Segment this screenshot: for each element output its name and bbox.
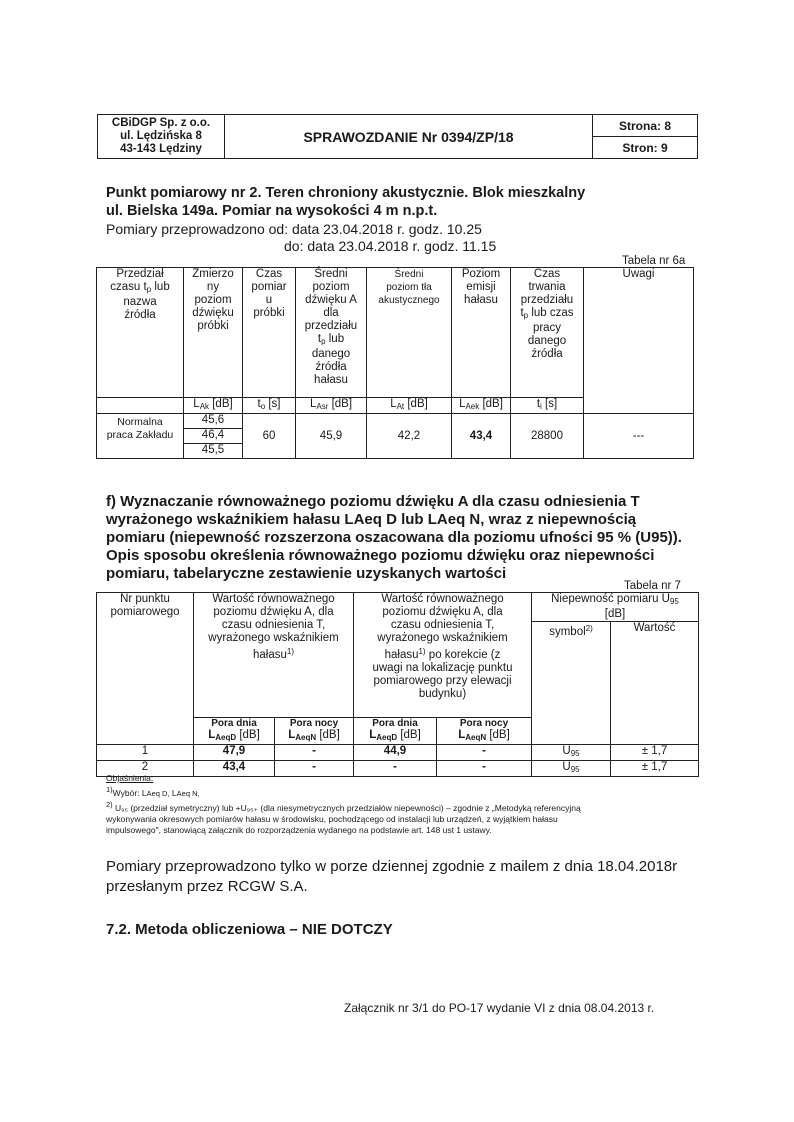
t6a-h-period-l2: czasu $t_p$ lub [110,281,170,294]
t6a-u-laek: $L_{Aek}$ [dB] [452,398,511,414]
t7-h-symbol: symbol$^{2)}$ [532,622,611,745]
t6a-sample-3: 45,5 [184,444,243,459]
t7-h1-l2: pomiarowego [110,606,180,618]
t6a-h2-l2: ny [206,281,220,293]
t7-r2-value: ± 1,7 [611,761,699,777]
t6a-h4-l2: poziom [312,281,350,293]
t6a-h4-l4: dla [323,307,339,319]
t6a-u-lak: $L_{Ak}$ [dB] [184,398,243,414]
t7-night-unit: $L_{AeqN}$ [dB] [288,729,340,742]
t7-h4-l2: [dB] [604,608,626,620]
t7-day-c-label: Pora dnia [372,718,418,729]
company-name: CBiDGP Sp. z o.o. [111,117,211,129]
t6a-h4-l3: dźwięku A [305,294,357,306]
t6a-h-period-l3: nazwa [123,296,157,308]
t7-r1-day: 47,9 [194,745,275,761]
t7-h-night [275,718,354,745]
t6a-row-name [97,414,184,459]
t6a-h4-l9: hałasu [314,374,348,386]
t7-h2-l4: wyrażonego wskaźnikiem [208,632,339,644]
t6a-h4-l5: przedziału [304,320,358,332]
company-city: 43-143 Lędziny [120,143,202,155]
t7-h1-l1: Nr punktu [120,593,170,605]
t6a-h-sample-level [184,268,243,398]
t7-h3-l2: poziomu dźwięku A, dla [382,606,503,618]
t6a-h-period-l4: źródła [124,309,156,321]
note-2-l1: 2) U₉₅ (przedział symetryczny) lub +U₉₅₊ (dla niesymetrycznych przedziałów niepewności) – zgodnie z „Metodyką referencyjną [106,800,581,813]
t7-h2-l5: hałasu$^{1)}$ [252,647,294,661]
t6a-emission: 43,4 [452,414,511,459]
t6a-h3-l3: u [265,294,273,306]
t7-h-corrected [354,593,532,718]
t6a-h4-l1: Średni [314,268,348,280]
notes-block [106,773,696,836]
t6a-h-notes: Uwagi [584,268,694,414]
company-street: ul. Lędzińska 8 [120,130,202,142]
t6a-h4-l6: $t_p$ lub [317,333,345,346]
section-f-l3: pomiaru (niepewność rozszerzona oszacowana dla poziomu ufności 95 % (U95)). [106,529,682,546]
t7-h3-l4: wyrażonego wskaźnikiem [377,632,508,644]
t7-h-day [194,718,275,745]
t7-r1-night: - [275,745,354,761]
note-2-l3: impulsowego", stanowiącą załącznik do rozporządzenia wydanego na podstawie art. 148 ust 1 ustawy. [106,825,492,835]
t6a-h2-l3: poziom [194,294,232,306]
t7-r2-symbol: $U_{95}$ [532,761,611,777]
t7-day-unit: $L_{AeqD}$ [dB] [208,729,260,742]
t7-r1-night-c: - [437,745,532,761]
t6a-u-ti: $t_i$ [s] [511,398,584,414]
remark-l2: przesłanym przez RCGW S.A. [106,878,308,895]
t7-h3-l8: budynku) [418,688,467,700]
section-f-l1: f) Wyznaczanie równoważnego poziomu dźwięku A dla czasu odniesienia T [106,493,640,510]
t6a-h-period [97,268,184,398]
page-count: Stron: 9 [593,137,698,159]
t6a-h4-l7: danego [311,348,351,360]
t7-h2-l1: Wartość równoważnego [212,593,335,605]
t6a-background: 42,2 [367,414,452,459]
t6a-u-to: $t_o$ [s] [243,398,296,414]
t6a-h6-l3: hałasu [464,294,498,306]
t7-h3-l7: pomiarowego przy elewacji [373,675,512,687]
t7-h3-l3: czasu odniesienia T, [390,619,495,631]
report-title: SPRAWOZDANIE Nr 0394/ZP/18 [225,115,593,159]
t7-r2-day-c: - [354,761,437,777]
t6a-u-empty [97,398,184,414]
t6a-sample-2: 46,4 [184,429,243,444]
t7-day-c-unit: $L_{AeqD}$ [dB] [369,729,421,742]
t6a-duration: 28800 [511,414,584,459]
t7-night-c-unit: $L_{AeqN}$ [dB] [458,729,510,742]
t6a-h7-l4: $t_p$ lub czas [520,307,574,320]
t7-h3-l1: Wartość równoważnego [381,593,504,605]
t6a-u-lat: $L_{At}$ [dB] [367,398,452,414]
note-1: 1)Wybór: LAeq D, LAeq N, [106,785,200,798]
section-f-l2: wyrażonego wskaźnikiem hałasu LAeq D lub LAeq N, wraz z niepewnością [106,511,637,528]
t7-h4-l1: Niepewność pomiaru $U_{95}$ [551,593,679,606]
point-title-line2: ul. Bielska 149a. Pomiar na wysokości 4 m n.p.t. [106,203,438,219]
t6a-h3-l4: próbki [253,307,285,319]
t6a-u-lasr: $L_{Asr}$ [dB] [296,398,367,414]
t7-r1-num: 1 [97,745,194,761]
t6a-row-name-l1: Normalna [117,416,163,428]
note-2-l2: wykonywania okresowych pomiarów hałasu w środowisku, pochodzącego od instalacji lub urządzeń, z wyjątkiem hałasu [106,814,558,824]
page-footer: Załącznik nr 3/1 do PO-17 wydanie VI z dnia 08.04.2013 r. [344,1001,655,1015]
t7-h3-l5: hałasu$^{1)}$ po korekcie (z [384,647,501,661]
t6a-time: 60 [243,414,296,459]
t7-r1-symbol: $U_{95}$ [532,745,611,761]
t6a-h3-l2: pomiar [251,281,287,293]
t6a-h-background [367,268,452,398]
section-f-l4: Opis sposobu określenia równoważnego poziomu dźwięku oraz niepewności [106,547,655,564]
t7-h-uncertainty [532,593,699,622]
t6a-h7-l2: trwania [528,281,566,293]
t6a-h-duration [511,268,584,398]
t6a-avg: 45,9 [296,414,367,459]
table-row [97,745,699,761]
t7-r2-night: - [275,761,354,777]
table6a-caption: Tabela nr 6a [622,255,686,267]
t7-h3-l6: uwagi na lokalizację punktu [372,662,513,674]
t7-r2-num: 2 [97,761,194,777]
t7-h2-l2: poziomu dźwięku A, dla [213,606,334,618]
t7-night-label: Pora nocy [289,718,339,729]
t6a-h6-l1: Poziom [461,268,501,280]
t6a-h6-l2: emisji [466,281,496,293]
t6a-h7-l6: danego [527,335,567,347]
note-2 [106,799,696,836]
t6a-h-sample-time [243,268,296,398]
t6a-h5-l2: poziom tła [386,282,432,293]
t7-r1-value: ± 1,7 [611,745,699,761]
t6a-h7-l7: źródła [531,348,563,360]
page-number: Strona: 8 [593,115,698,137]
t6a-h7-l1: Czas [533,268,561,280]
table7-caption: Tabela nr 7 [624,580,681,592]
t6a-h4-l8: źródła [315,361,347,373]
t6a-sample-1: 45,6 [184,414,243,429]
t7-h2-l3: czasu odniesienia T, [221,619,326,631]
t7-day-label: Pora dnia [211,718,257,729]
t7-h-night-c [437,718,532,745]
t6a-notes: --- [584,414,694,459]
company-block [98,115,225,159]
t7-h-day-c [354,718,437,745]
measurement-from: Pomiary przeprowadzono od: data 23.04.2018 r. godz. 10.25 [106,221,482,237]
t6a-h2-l4: dźwięku [192,307,234,319]
t6a-h3-l1: Czas [255,268,283,280]
t7-h-value: Wartość [611,622,699,745]
t6a-h2-l1: Zmierzo [192,268,234,280]
remark-l1: Pomiary przeprowadzono tylko w porze dziennej zgodnie z mailem z dnia 18.04.2018r [106,858,678,875]
t6a-row-name-l2: praca Zakładu [106,429,174,441]
t6a-h-emission [452,268,511,398]
report-header [97,114,698,159]
table-6a [96,267,694,459]
section-7-2-title: 7.2. Metoda obliczeniowa – NIE DOTCZY [106,921,393,938]
point-title-line1: Punkt pomiarowy nr 2. Teren chroniony akustycznie. Blok mieszkalny [106,185,586,201]
t6a-h5-l1: Średni [394,269,424,280]
table-7 [96,592,699,777]
t7-night-c-label: Pora nocy [459,718,509,729]
t7-r1-day-c: 44,9 [354,745,437,761]
t6a-h5-l3: akustycznego [378,295,440,306]
t7-r2-night-c: - [437,761,532,777]
t7-h-point [97,593,194,745]
t7-h-equivalent [194,593,354,718]
t7-r2-day: 43,4 [194,761,275,777]
t6a-h2-l5: próbki [197,320,229,332]
t6a-h-period-l1: Przedział [116,268,164,280]
t6a-h7-l5: pracy [532,322,562,334]
t6a-h-avg [296,268,367,398]
t6a-h7-l3: przedziału [520,294,574,306]
measurement-to: do: data 23.04.2018 r. godz. 11.15 [284,238,497,254]
notes-heading: Objaśnienia: [106,773,154,783]
section-f-l5: pomiaru, tabelaryczne zestawienie uzyskanych wartości [106,565,507,582]
